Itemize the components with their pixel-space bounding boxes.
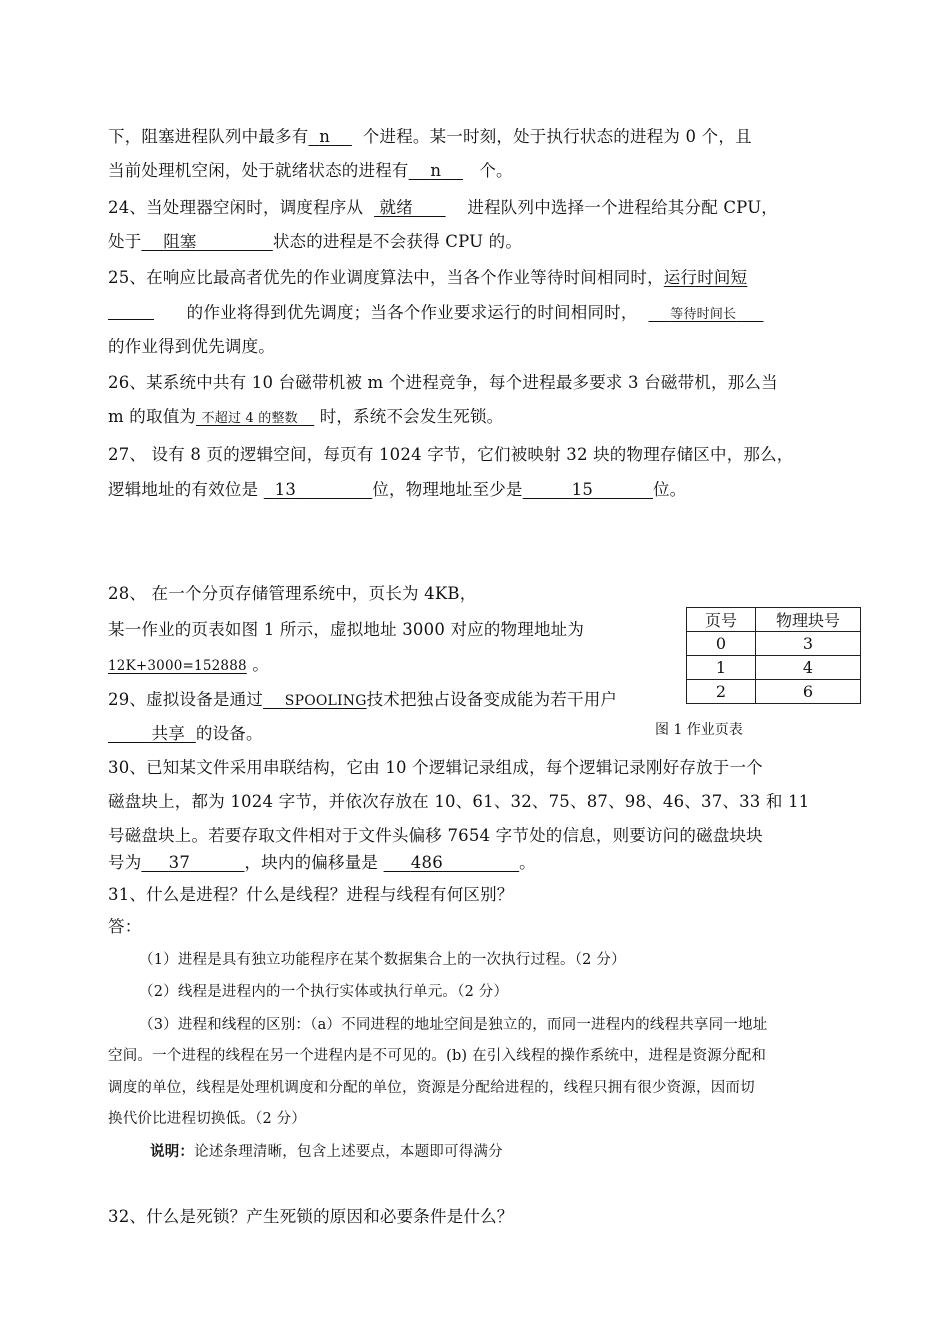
q24-answer-1: 就绪	[379, 198, 413, 217]
q28-text: 某一作业的页表如图 1 所示，虚拟地址 3000 对应的物理地址为	[108, 620, 585, 639]
q26-line2	[108, 406, 503, 430]
q29-line1	[108, 689, 617, 712]
q28-answer: 12K+3000=152888	[108, 658, 247, 674]
q30-text: 30、已知某文件采用串联结构，它由 10 个逻辑记录组成，每个逻辑记录刚好存放于一个	[108, 758, 763, 777]
q31-question: 31、什么是进程？什么是线程？进程与线程有何区别？	[108, 885, 514, 904]
q28-text: 28、 在一个分页存储管理系统中，页长为 4KB，	[108, 584, 477, 603]
q30-answer-2: 486	[410, 853, 443, 872]
q24-text: 处于	[108, 232, 142, 251]
q31-note	[150, 1141, 503, 1163]
page-table-cell: 1	[687, 656, 756, 680]
table-row	[687, 656, 861, 680]
q28-line3	[108, 654, 269, 677]
q27-text: 27、 设有 8 页的逻辑空间，每页有 1024 字节，它们被映射 32 块的物理存储区中，那么，	[108, 445, 794, 464]
q28-text: 。	[252, 655, 269, 674]
q31-point-3-line3: 调度的单位，线程是处理机调度和分配的单位，资源是分配给进程的，线程只拥有很少资源，因而切	[108, 1080, 755, 1096]
q23-text: 当前处理机空闲，处于就绪状态的进程有	[108, 161, 409, 180]
table-row	[687, 632, 861, 656]
q27-line2	[108, 479, 686, 501]
q25-answer-2: 等待时间长	[670, 307, 737, 322]
q23-text: 个进程。某一时刻，处于执行状态的进程为 0 个，且	[362, 127, 752, 146]
q30-line1	[108, 757, 763, 779]
page-table	[686, 607, 861, 704]
q24-text: 状态的进程是不会获得 CPU 的。	[272, 232, 523, 251]
q27-text: 位，物理地址至少是	[372, 480, 523, 499]
q27-line1	[108, 444, 794, 466]
q24-text: 24、当处理器空闲时，调度程序从	[108, 198, 364, 217]
page-table-cell: 2	[687, 680, 756, 704]
q30-answer-1: 37	[168, 853, 191, 872]
q23-answer-1: n	[319, 127, 331, 146]
q29-answer-1: SPOOLING	[284, 693, 367, 709]
q30-text: 。	[519, 853, 536, 872]
q32-question: 32、什么是死锁？产生死锁的原因和必要条件是什么？	[108, 1207, 514, 1226]
q31-point-3-line2: 空间。一个进程的线程在另一个进程内是不可见的。(b) 在引入线程的操作系统中，进程是资源分配和	[108, 1048, 767, 1064]
q23-answer-2: n	[430, 161, 442, 180]
q30-text: 号磁盘块上。若要存取文件相对于文件头偏移 7654 字节处的信息，则要访问的磁盘块块	[108, 826, 763, 845]
q25-text: 的作业将得到优先调度；当各个作业要求运行的时间相同时，	[186, 303, 638, 322]
page-table-cell: 6	[756, 680, 861, 704]
q25-line1	[108, 267, 747, 289]
q31-point-2: （2）线程是进程内的一个执行实体或执行单元。（2 分）	[139, 984, 509, 1000]
q31-note-label: 说明：	[150, 1143, 195, 1160]
q23-line1	[108, 126, 752, 148]
q27-text: 位。	[652, 480, 687, 499]
q24-answer-2: 阻塞	[163, 232, 197, 251]
q30-line4	[108, 852, 536, 874]
page-table-cell: 3	[756, 632, 861, 656]
q24-text: 进程队列中选择一个进程给其分配 CPU，	[467, 198, 778, 217]
q31-answer-label: 答：	[108, 917, 142, 936]
q29-text: 29、虚拟设备是通过	[108, 690, 263, 709]
q25-answer-1: 运行时间短	[663, 268, 748, 287]
q27-answer-2: 15	[571, 480, 594, 499]
q28-line2	[108, 619, 584, 641]
q29-line2	[108, 723, 263, 745]
q30-text: ，块内的偏移量是	[244, 853, 379, 872]
q29-text: 技术把独占设备变成能为若干用户	[366, 690, 618, 709]
q30-text: 号为	[108, 853, 142, 872]
q31-note-text: 论述条理清晰，包含上述要点，本题即可得满分	[194, 1144, 503, 1160]
q30-text: 磁盘块上，都为 1024 字节，并依次存放在 10、61、32、75、87、98、46、37、33 和 11	[108, 792, 810, 811]
page-table-header-block: 物理块号	[756, 608, 861, 632]
q26-text: 时，系统不会发生死锁。	[319, 407, 504, 426]
q30-line3	[108, 825, 763, 847]
q26-text: 26、某系统中共有 10 台磁带机被 m 个进程竞争，每个进程最多要求 3 台磁带机，那么当	[108, 373, 778, 392]
page-table-cell: 4	[756, 656, 861, 680]
q27-text: 逻辑地址的有效位是	[108, 480, 259, 499]
q24-line2	[108, 231, 522, 253]
q25-blank	[108, 303, 154, 320]
q31-point-1: （1）进程是具有独立功能程序在某个数据集合上的一次执行过程。（2 分）	[139, 952, 626, 968]
page-table-cell: 0	[687, 632, 756, 656]
page-table-header-page: 页号	[687, 608, 756, 632]
table-row	[687, 680, 861, 704]
q26-line1	[108, 372, 778, 394]
q25-text: 25、在响应比最高者优先的作业调度算法中，当各个作业等待时间相同时，	[108, 268, 664, 287]
q26-answer: 不超过 4 的整数	[201, 411, 298, 426]
q27-answer-1: 13	[274, 480, 297, 499]
q29-answer-2: 共享	[151, 724, 185, 743]
q31-point-3-line4: 换代价比进程切换低。（2 分）	[108, 1111, 307, 1127]
q31-point-3-line1: （3）进程和线程的区别：（a）不同进程的地址空间是独立的，而同一进程内的线程共享同一地址	[139, 1017, 768, 1033]
q29-text: 的设备。	[195, 724, 263, 743]
q30-line2	[108, 791, 809, 813]
q24-line1	[108, 197, 778, 219]
page-table-caption: 图 1 作业页表	[655, 722, 743, 738]
q23-text: 个。	[479, 161, 513, 180]
q23-line2	[108, 160, 513, 182]
q25-line2	[108, 302, 764, 326]
q23-text: 下，阻塞进程队列中最多有	[108, 127, 309, 146]
q25-line3	[108, 336, 275, 358]
q25-text: 的作业得到优先调度。	[108, 337, 275, 356]
q26-text: m 的取值为	[108, 407, 197, 426]
q28-line1	[108, 583, 476, 605]
